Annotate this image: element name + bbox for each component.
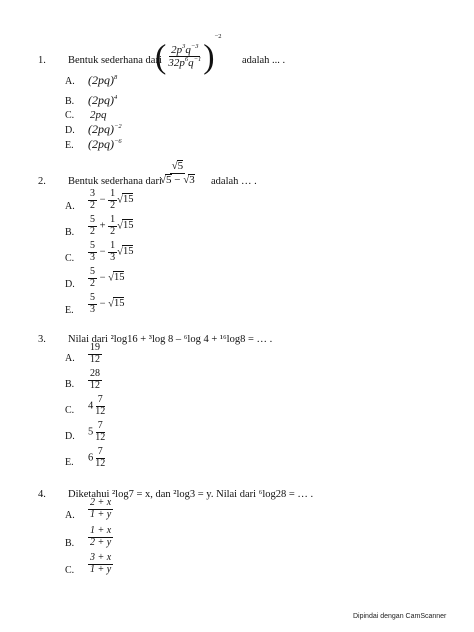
q3-option-d-letter: D. [65,431,75,442]
q2-option-d: $\frac{5}{2}$ − √15 [90,266,125,289]
question-4-text: Diketahui ²log7 = x, dan ²log3 = y. Nilai dari ⁶log28 = … . [68,489,314,500]
q3-option-b: $\frac{28}{12}$ [90,368,100,391]
q1-option-a: $(2pq)^8$ [88,73,118,87]
q3-option-a: $\frac{19}{12}$ [90,342,100,365]
scanner-watermark: Dipindai dengan CamScanner [353,613,447,620]
q4-option-a-letter: A. [65,510,75,521]
q2-option-a: $\frac{3}{2}$ − $\frac{1}{2}$ √15 [90,188,134,211]
q4-option-c-letter: C. [65,565,75,576]
q3-option-e-letter: E. [65,457,74,468]
q3-option-d: 5 $\frac{7}{12}$ [88,420,106,443]
question-2-expression: $\frac{√5}{√5 - √3}$ [160,160,195,186]
question-4-number: 4. [38,489,46,500]
q1-option-a-letter: A. [65,76,75,87]
question-2-number: 2. [38,176,46,187]
question-1-text-after: adalah ... . [242,55,286,66]
question-2-text: Bentuk sederhana dari [68,176,162,187]
question-3-text: Nilai dari ²log16 + ³log 8 – ⁶log 4 + ¹⁶log8 = … . [68,334,273,345]
question-3-number: 3. [38,334,46,345]
question-2-text-after: adalah … . [211,176,257,187]
q1-option-d: $(2pq)^{-2}$ [88,122,122,136]
q3-option-c: 4 $\frac{7}{12}$ [88,394,106,417]
q2-option-b-letter: B. [65,227,75,238]
q4-option-b: $\frac{1 + x}{2 + y}$ [90,525,112,548]
q1-option-e-letter: E. [65,140,74,151]
q2-option-d-letter: D. [65,279,75,290]
q1-option-b: $(2pq)^4$ [88,93,118,107]
question-1-expression: ( $\frac{2p^3q^{-3}}{32p^6q^{-1}}$ )$^{-2}$ [155,33,222,76]
q1-option-d-letter: D. [65,125,75,136]
question-1-text: Bentuk sederhana dari [68,55,162,66]
q1-option-b-letter: B. [65,96,75,107]
q2-option-c: $\frac{5}{3}$ − $\frac{1}{3}$ √15 [90,240,134,263]
q1-option-c-letter: C. [65,110,75,121]
q4-option-a: $\frac{2 + x}{1 + y}$ [90,497,112,520]
q3-option-c-letter: C. [65,405,75,416]
q4-option-c: $\frac{3 + x}{1 + y}$ [90,552,112,575]
q2-option-e-letter: E. [65,305,74,316]
q3-option-b-letter: B. [65,379,75,390]
q2-option-a-letter: A. [65,201,75,212]
q2-option-e: $\frac{5}{3}$ − √15 [90,292,125,315]
q3-option-e: 6 $\frac{7}{12}$ [88,446,106,469]
q4-option-b-letter: B. [65,538,75,549]
q1-option-e: $(2pq)^{-6}$ [88,137,122,151]
q2-option-c-letter: C. [65,253,75,264]
q3-option-a-letter: A. [65,353,75,364]
question-1-number: 1. [38,55,46,66]
q2-option-b: $\frac{5}{2}$ + $\frac{1}{2}$ √15 [90,214,134,237]
q1-option-c: 2pq [90,109,107,121]
